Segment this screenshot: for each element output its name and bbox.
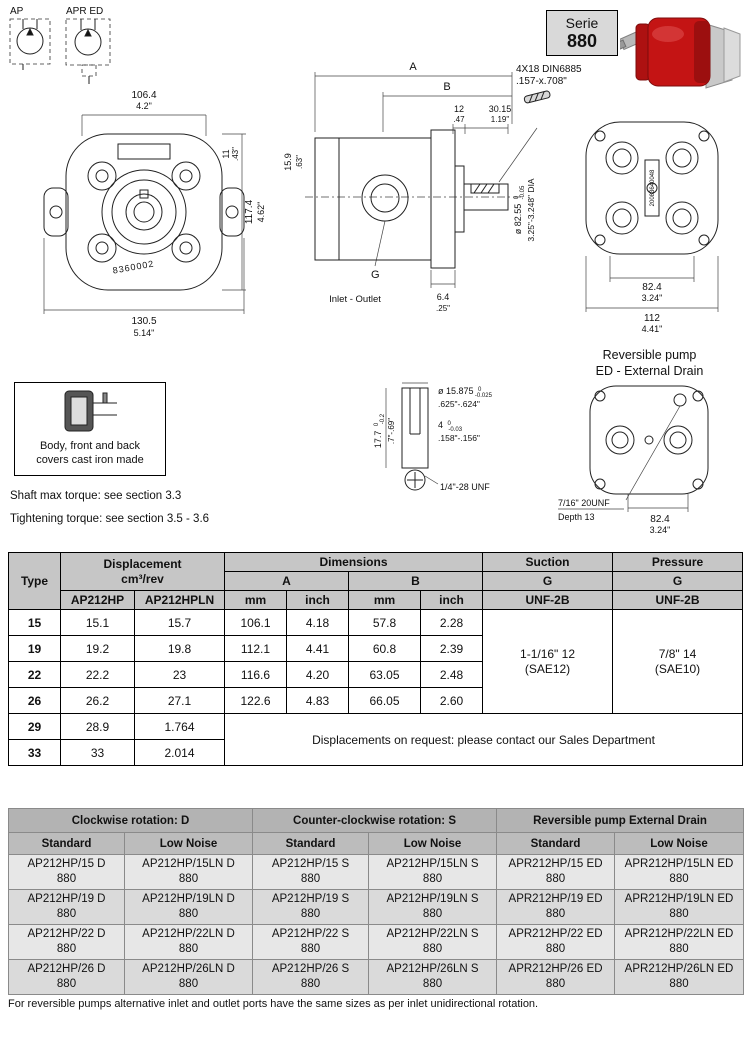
sub-header-standard: Standard (497, 833, 615, 855)
model-cell: APR212HP/22 ED 880 (497, 924, 615, 959)
front-view-drawing (14, 88, 274, 350)
back-dim-width-mm: 112 (644, 313, 660, 324)
side-dim-a: A (409, 61, 417, 73)
apred-symbol-label: APR ED (66, 6, 104, 17)
shaft-key-tol-bottom: -0.03 (448, 427, 463, 433)
col-header-b-mm: mm (349, 591, 421, 610)
request-note-cell: Displacements on request: please contact our Sales Department (225, 714, 743, 766)
shaft-length-tol-bottom: -0.2 (380, 413, 386, 425)
col-header-suction: Suction (483, 553, 613, 572)
shaft-outline (402, 388, 428, 490)
suction-g-label: G (483, 572, 613, 591)
key-note-line2: .157-x.708" (516, 76, 567, 87)
b-mm-cell: 63.05 (349, 662, 421, 688)
pressure-g-label: G (613, 572, 743, 591)
shaft-length-tol-top: 0 (374, 422, 380, 427)
front-dim-bottom-in: 5.14" (133, 328, 155, 338)
type-cell: 26 (9, 688, 61, 714)
model-cell: AP212HP/19 D 880 (9, 889, 125, 924)
shaft-dia-tol-top: 0 (478, 387, 482, 393)
pressure-value-cell (613, 610, 743, 714)
col-header-a-inch: inch (287, 591, 349, 610)
shaft-detail-drawing (372, 376, 562, 506)
a-inch-cell: 4.18 (287, 610, 349, 636)
model-cell: AP212HP/19LN S 880 (369, 889, 497, 924)
front-part-number: 8360002 (111, 258, 156, 276)
b-mm-cell: 57.8 (349, 610, 421, 636)
model-cell: AP212HP/26LN S 880 (369, 959, 497, 994)
back-dim-ports-in: 3.24" (641, 293, 663, 303)
back-dim-width-in: 4.41" (641, 324, 663, 334)
model-cell: AP212HP/19 S 880 (253, 889, 369, 924)
model-cell: AP212HP/15LN S 880 (369, 855, 497, 890)
reversible-drain-depth: Depth 13 (558, 512, 595, 522)
material-note-box (14, 382, 166, 476)
model-cell: APR212HP/19LN ED 880 (615, 889, 744, 924)
b-inch-cell: 2.28 (421, 610, 483, 636)
b-inch-cell: 2.48 (421, 662, 483, 688)
side-port-g-label: G (371, 269, 380, 281)
side-body-outline (315, 130, 508, 268)
model-cell: APR212HP/15 ED 880 (497, 855, 615, 890)
a-mm-cell: 106.1 (225, 610, 287, 636)
col-header-displacement (61, 553, 225, 591)
sub-header-standard: Standard (253, 833, 369, 855)
col-header-ap212hp: AP212HP (61, 591, 135, 610)
serie-label: Serie (565, 14, 599, 31)
a-mm-cell: 112.1 (225, 636, 287, 662)
model-cell: AP212HP/15 D 880 (9, 855, 125, 890)
reversible-dim-in: 3.24" (649, 525, 671, 535)
type-cell: 29 (9, 714, 61, 740)
hp-cell: 26.2 (61, 688, 135, 714)
side-view-drawing (275, 58, 550, 323)
shaft-key-value: 4 (438, 420, 444, 430)
front-dim-top-in: 4.2" (136, 101, 152, 111)
serie-badge (546, 10, 618, 56)
flange-section-icon (55, 387, 125, 435)
type-cell: 22 (9, 662, 61, 688)
pilot-tol-top: 0 (514, 195, 520, 200)
a-inch-cell: 4.20 (287, 662, 349, 688)
table-row (9, 924, 744, 959)
front-dim-side-in: 4.62" (256, 201, 266, 223)
model-codes-table (8, 808, 744, 995)
model-cell: AP212HP/15 S 880 (253, 855, 369, 890)
pressure-unf-label: UNF-2B (613, 591, 743, 610)
back-dim-ports-mm: 82.4 (642, 282, 662, 293)
pressure-size: 7/8" 14 (658, 646, 697, 661)
model-cell: AP212HP/26 S 880 (253, 959, 369, 994)
reversible-title-line2: ED - External Drain (595, 363, 704, 378)
reversible-drain-thread: 7/16" 20UNF (558, 498, 610, 508)
pressure-sae: (SAE10) (654, 661, 701, 676)
shaft-dia (438, 383, 493, 399)
model-cell: APR212HP/19 ED 880 (497, 889, 615, 924)
front-dim-tab-in: .43" (231, 147, 240, 161)
pump-photo-geometry (620, 18, 740, 88)
suction-value-cell (483, 610, 613, 714)
table-row (9, 855, 744, 890)
model-cell: AP212HP/26 D 880 (9, 959, 125, 994)
shaft-key (438, 417, 463, 433)
front-dim-tab-mm: 11 (221, 149, 231, 159)
shaft-length-value: 17.7 (373, 430, 383, 449)
hpln-cell: 23 (135, 662, 225, 688)
b-inch-cell: 2.39 (421, 636, 483, 662)
type-cell: 19 (9, 636, 61, 662)
apred-symbol-frame (66, 19, 110, 76)
table-row (9, 959, 744, 994)
shaft-length (372, 413, 386, 448)
front-dim-side-mm: 117.4 (244, 199, 255, 225)
side-dim-b: B (443, 81, 451, 93)
key-note-line1: 4X18 DIN6885 (516, 64, 582, 75)
shaft-length-in: .7"-.69" (387, 417, 396, 445)
shaft-dia-tol-bottom: -0.025 (474, 393, 492, 399)
reversible-view-drawing (552, 380, 747, 536)
hp-cell: 15.1 (61, 610, 135, 636)
ap-symbol-geometry (17, 19, 43, 70)
col-header-b-inch: inch (421, 591, 483, 610)
hpln-cell: 19.8 (135, 636, 225, 662)
shaft-thread: 1/4"-28 UNF (440, 482, 490, 492)
a-inch-cell: 4.41 (287, 636, 349, 662)
col-header-b: B (349, 572, 483, 591)
shaft-dia-in: .625"-.624" (438, 399, 480, 409)
reversible-title (552, 348, 747, 379)
a-inch-cell: 4.83 (287, 688, 349, 714)
front-dim-top-mm: 106.4 (131, 90, 157, 101)
tightening-torque-note: Tightening torque: see section 3.5 - 3.6 (10, 513, 210, 525)
material-note-text: Body, front and back covers cast iron made (36, 440, 144, 466)
sub-header-standard: Standard (9, 833, 125, 855)
pilot-tol-bottom: -0.05 (520, 185, 526, 200)
side-pilot-dia (510, 185, 526, 234)
sub-header-lownoise: Low Noise (615, 833, 744, 855)
apred-symbol-drawing (62, 4, 124, 86)
col-header-a-mm: mm (225, 591, 287, 610)
side-dim-rear-in: .25" (436, 304, 450, 313)
col-header-dimensions: Dimensions (225, 553, 483, 572)
side-pilot-dia-in: 3.25"-3.248" DIA (526, 178, 536, 242)
side-dim-shaft-in: 1.19" (490, 115, 510, 124)
model-cell: AP212HP/15LN D 880 (125, 855, 253, 890)
hpln-cell: 15.7 (135, 610, 225, 636)
key-icon (516, 88, 562, 104)
product-photo (620, 4, 746, 100)
reversible-dim-mm: 82.4 (650, 514, 670, 525)
model-cell: AP212HP/22LN S 880 (369, 924, 497, 959)
model-cell: AP212HP/22LN D 880 (125, 924, 253, 959)
side-dim-port-mm: 15.9 (283, 153, 293, 171)
hp-cell: 19.2 (61, 636, 135, 662)
type-cell: 33 (9, 740, 61, 766)
model-cell: APR212HP/26LN ED 880 (615, 959, 744, 994)
footer-note: For reversible pumps alternative inlet and outlet ports have the same sizes as per inlet unidirectional rotation. (8, 998, 539, 1010)
back-part-number: 20083640048 (650, 169, 656, 207)
hpln-cell: 27.1 (135, 688, 225, 714)
serie-number: 880 (566, 30, 598, 51)
model-cell: AP212HP/26LN D 880 (125, 959, 253, 994)
hp-cell: 28.9 (61, 714, 135, 740)
sub-header-lownoise: Low Noise (125, 833, 253, 855)
group-header-counterclockwise: Counter-clockwise rotation: S (253, 809, 497, 833)
b-mm-cell: 60.8 (349, 636, 421, 662)
col-header-pressure: Pressure (613, 553, 743, 572)
col-header-ap212hpln: AP212HPLN (135, 591, 225, 610)
group-header-clockwise: Clockwise rotation: D (9, 809, 253, 833)
suction-size: 1-1/16" 12 (520, 646, 575, 661)
side-dim-shaft-mm: 30.15 (488, 104, 512, 114)
b-inch-cell: 2.60 (421, 688, 483, 714)
displacement-unit: cm³/rev (121, 571, 164, 586)
table-row (9, 610, 743, 636)
suction-unf-label: UNF-2B (483, 591, 613, 610)
side-dim-key-in: .47 (453, 115, 465, 124)
type-cell: 15 (9, 610, 61, 636)
side-dim-key-mm: 12 (453, 104, 465, 114)
model-cell: APR212HP/26 ED 880 (497, 959, 615, 994)
ap-symbol-drawing (6, 4, 60, 74)
model-cell: AP212HP/22 D 880 (9, 924, 125, 959)
col-header-type: Type (9, 553, 61, 610)
front-dimension-lines (44, 115, 246, 314)
shaft-key-in: .158"-.156" (438, 433, 480, 443)
ap-symbol-frame (10, 19, 50, 64)
shaft-dia-value: ø 15.875 (438, 386, 474, 396)
apred-symbol-geometry (75, 19, 101, 84)
side-port-caption: Inlet - Outlet (329, 294, 381, 305)
hp-cell: 22.2 (61, 662, 135, 688)
ap-symbol-label: AP (10, 6, 24, 17)
front-dim-bottom-mm: 130.5 (131, 316, 157, 327)
col-header-a: A (225, 572, 349, 591)
reversible-body-outline (590, 386, 708, 494)
table-row (9, 889, 744, 924)
back-view-drawing (556, 106, 746, 346)
displacement-label: Displacement (103, 556, 182, 571)
shaft-key-tol-top: 0 (447, 421, 451, 427)
pilot-dia-value: ø 82.55 (513, 203, 523, 235)
hpln-cell: 2.014 (135, 740, 225, 766)
model-cell: AP212HP/22 S 880 (253, 924, 369, 959)
table-row (9, 714, 743, 740)
reversible-title-line1: Reversible pump (602, 348, 697, 362)
side-dim-port-in: .63" (295, 155, 304, 169)
model-cell: APR212HP/22LN ED 880 (615, 924, 744, 959)
sub-header-lownoise: Low Noise (369, 833, 497, 855)
a-mm-cell: 116.6 (225, 662, 287, 688)
model-cell: APR212HP/15LN ED 880 (615, 855, 744, 890)
hpln-cell: 1.764 (135, 714, 225, 740)
shaft-torque-note: Shaft max torque: see section 3.3 (10, 490, 182, 502)
hp-cell: 33 (61, 740, 135, 766)
model-cell: AP212HP/19LN D 880 (125, 889, 253, 924)
group-header-reversible: Reversible pump External Drain (497, 809, 744, 833)
a-mm-cell: 122.6 (225, 688, 287, 714)
reversible-dimension-lines (558, 406, 688, 512)
side-dim-rear-mm: 6.4 (436, 292, 450, 302)
suction-sae: (SAE12) (524, 661, 571, 676)
dimensions-table (8, 552, 743, 766)
b-mm-cell: 66.05 (349, 688, 421, 714)
